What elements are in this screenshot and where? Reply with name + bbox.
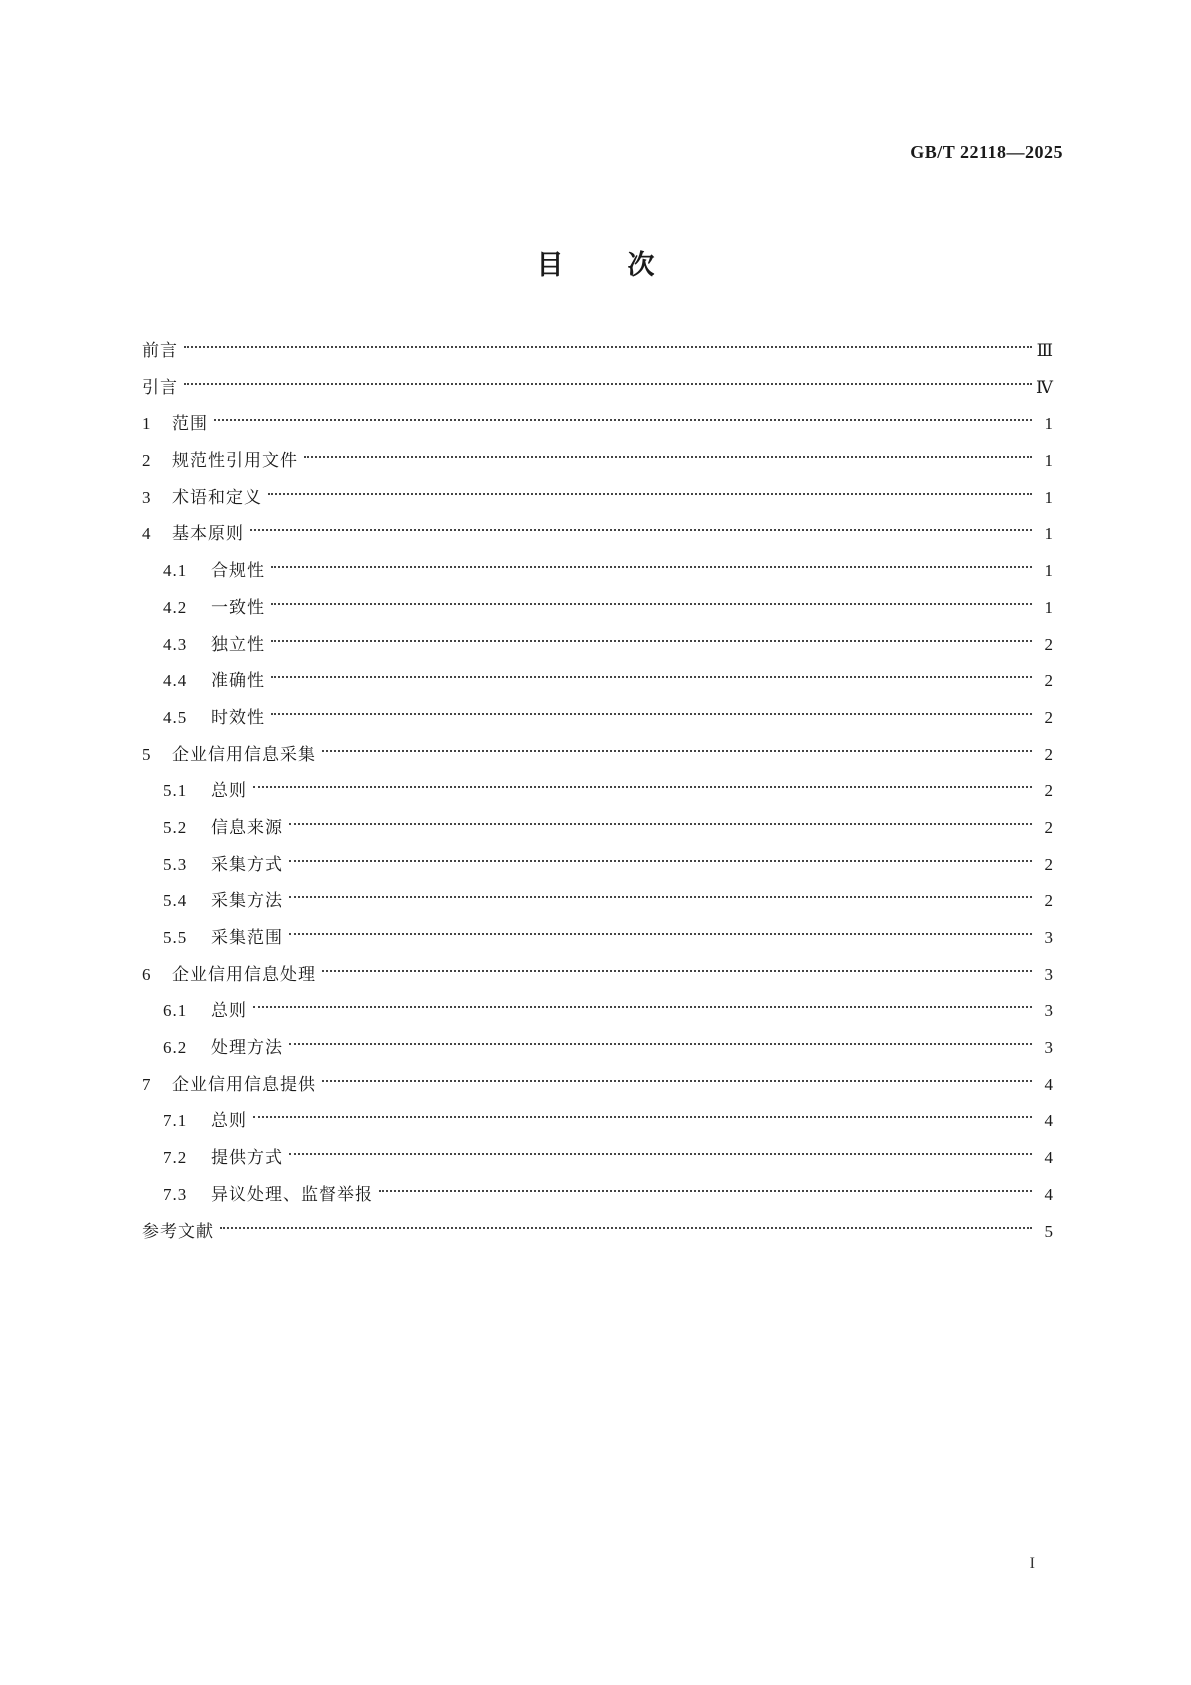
toc-leader-dots [271, 597, 1032, 609]
toc-entry-label: 参考文献 [142, 1221, 214, 1242]
toc-entry-page: 1 [1044, 597, 1054, 617]
toc-entry-label: 总则 [211, 1001, 247, 1022]
toc-entry-label: 采集方法 [211, 891, 283, 912]
toc-leader-dots [289, 1037, 1032, 1049]
toc-entry-page: 5 [1044, 1221, 1054, 1241]
toc-entry[interactable] [142, 483, 1054, 520]
toc-entry-page: 3 [1044, 1038, 1054, 1058]
toc-entry-label: 处理方法 [211, 1038, 283, 1059]
toc-entry[interactable] [142, 813, 1054, 850]
standard-number: GB/T 22118—2025 [910, 142, 1063, 162]
toc-leader-dots [289, 854, 1032, 866]
toc-entry-page: 4 [1044, 1074, 1054, 1094]
toc-entry[interactable] [142, 519, 1054, 556]
toc-leader-dots [271, 670, 1032, 682]
toc-entry-label: 信息来源 [211, 817, 283, 838]
toc-entry-label: 总则 [211, 781, 247, 802]
toc-leader-dots [289, 1147, 1032, 1159]
toc-entry-number: 7.2 [163, 1148, 188, 1168]
toc-entry-page: 3 [1044, 1001, 1054, 1021]
toc-entry-label: 时效性 [211, 707, 265, 728]
toc-entry-page: 2 [1044, 671, 1054, 691]
toc-leader-dots [304, 450, 1032, 462]
toc-entry-label: 术语和定义 [172, 487, 262, 508]
page-title [0, 243, 1191, 282]
toc-entry-number: 4.3 [163, 634, 188, 654]
toc-entry-number: 5.2 [163, 817, 188, 837]
toc-entry[interactable] [142, 740, 1054, 777]
toc-entry-number: 5.5 [163, 928, 188, 947]
toc-entry-label: 企业信用信息采集 [172, 744, 316, 765]
toc-entry-page: 2 [1044, 634, 1054, 654]
toc-entry-page: 3 [1044, 928, 1054, 947]
toc-leader-dots [271, 560, 1032, 572]
toc-entry[interactable] [142, 1070, 1054, 1107]
toc-entry-number: 5 [142, 744, 152, 764]
toc-entry-page: Ⅲ [1036, 341, 1054, 360]
toc-entry[interactable] [142, 1217, 1054, 1254]
toc-entry-number: 4.2 [163, 597, 188, 617]
toc-entry-label: 引言 [142, 377, 178, 398]
toc-entry[interactable] [142, 850, 1054, 887]
toc-entry-number: 2 [142, 451, 152, 471]
toc-entry-page: 1 [1044, 561, 1054, 581]
toc-leader-dots [322, 964, 1032, 976]
toc-entry-number: 3 [142, 487, 152, 507]
toc-entry-label: 采集范围 [211, 928, 283, 948]
toc-entry-label: 采集方式 [211, 854, 283, 875]
toc-entry[interactable] [142, 1033, 1054, 1070]
toc-entry[interactable] [142, 1180, 1054, 1217]
toc-entry-label: 独立性 [211, 634, 265, 655]
toc-leader-dots [271, 707, 1032, 719]
toc-entry[interactable] [142, 593, 1054, 630]
toc-entry-page: 1 [1044, 524, 1054, 544]
toc-entry[interactable] [142, 556, 1054, 593]
toc-entry-number: 7.3 [163, 1184, 188, 1204]
table-of-contents [142, 336, 1054, 1253]
toc-entry[interactable] [142, 409, 1054, 446]
toc-entry[interactable] [142, 630, 1054, 667]
toc-entry-label: 基本原则 [172, 524, 244, 545]
toc-entry-page: 2 [1044, 744, 1054, 764]
toc-leader-dots [289, 927, 1032, 939]
toc-entry-page: 2 [1044, 781, 1054, 801]
title-char-right: 次 [627, 250, 655, 281]
toc-entry-page: Ⅳ [1036, 377, 1054, 397]
toc-entry-page: 2 [1044, 854, 1054, 874]
toc-entry-number: 4 [142, 524, 152, 544]
toc-entry-label: 总则 [211, 1111, 247, 1132]
toc-entry-number: 6.2 [163, 1038, 188, 1058]
toc-entry-label: 范围 [172, 414, 208, 435]
toc-entry[interactable] [142, 923, 1054, 960]
toc-entry-page: 2 [1044, 817, 1054, 837]
toc-entry-label: 合规性 [211, 561, 265, 582]
title-char-left: 目 [536, 250, 564, 281]
toc-leader-dots [322, 1074, 1032, 1086]
toc-entry-label: 企业信用信息处理 [172, 964, 316, 985]
toc-entry-number: 5.3 [163, 854, 188, 874]
toc-entry[interactable] [142, 336, 1054, 373]
toc-entry-page: 4 [1044, 1184, 1054, 1204]
toc-entry[interactable] [142, 960, 1054, 997]
toc-leader-dots [289, 817, 1032, 829]
toc-entry-label: 异议处理、监督举报 [211, 1184, 373, 1205]
toc-entry-label: 企业信用信息提供 [172, 1074, 316, 1095]
toc-entry-number: 5.1 [163, 781, 188, 801]
toc-entry-page: 1 [1044, 487, 1054, 507]
toc-entry[interactable] [142, 776, 1054, 813]
toc-entry-page: 2 [1044, 707, 1054, 727]
toc-leader-dots [250, 523, 1032, 535]
page-number: I [1029, 1555, 1035, 1572]
toc-entry-number: 6.1 [163, 1001, 188, 1021]
toc-entry-label: 前言 [142, 341, 178, 361]
toc-leader-dots [253, 780, 1032, 792]
toc-entry-page: 1 [1044, 451, 1054, 471]
toc-entry[interactable] [142, 1106, 1054, 1143]
toc-entry-label: 提供方式 [211, 1148, 283, 1169]
toc-leader-dots [253, 1110, 1032, 1122]
toc-entry-number: 4.5 [163, 707, 188, 727]
toc-entry-page: 4 [1044, 1111, 1054, 1131]
toc-entry[interactable] [142, 666, 1054, 703]
toc-entry-page: 2 [1044, 891, 1054, 911]
toc-entry-number: 4.1 [163, 561, 188, 581]
toc-entry[interactable] [142, 703, 1054, 740]
toc-leader-dots [322, 744, 1032, 756]
toc-leader-dots [220, 1221, 1032, 1233]
toc-entry-number: 6 [142, 964, 152, 984]
toc-entry-label: 准确性 [211, 671, 265, 692]
toc-entry[interactable] [142, 886, 1054, 923]
toc-leader-dots [271, 634, 1032, 646]
toc-leader-dots [214, 413, 1032, 425]
toc-entry-number: 4.4 [163, 671, 188, 691]
toc-leader-dots [289, 890, 1032, 902]
toc-entry[interactable] [142, 996, 1054, 1033]
toc-entry-number: 1 [142, 414, 152, 434]
toc-entry-number: 7 [142, 1074, 152, 1094]
toc-entry[interactable] [142, 373, 1054, 410]
toc-entry-page: 4 [1044, 1148, 1054, 1168]
toc-entry[interactable] [142, 446, 1054, 483]
toc-leader-dots [253, 1000, 1032, 1012]
toc-entry-page: 1 [1044, 414, 1054, 434]
toc-entry-page: 3 [1044, 964, 1054, 984]
toc-entry[interactable] [142, 1143, 1054, 1180]
toc-entry-label: 一致性 [211, 597, 265, 618]
toc-leader-dots [379, 1184, 1032, 1196]
toc-leader-dots [184, 377, 1032, 389]
toc-entry-number: 7.1 [163, 1111, 188, 1131]
toc-leader-dots [184, 340, 1032, 352]
toc-entry-label: 规范性引用文件 [172, 451, 298, 472]
toc-leader-dots [268, 487, 1032, 499]
toc-entry-number: 5.4 [163, 891, 188, 911]
